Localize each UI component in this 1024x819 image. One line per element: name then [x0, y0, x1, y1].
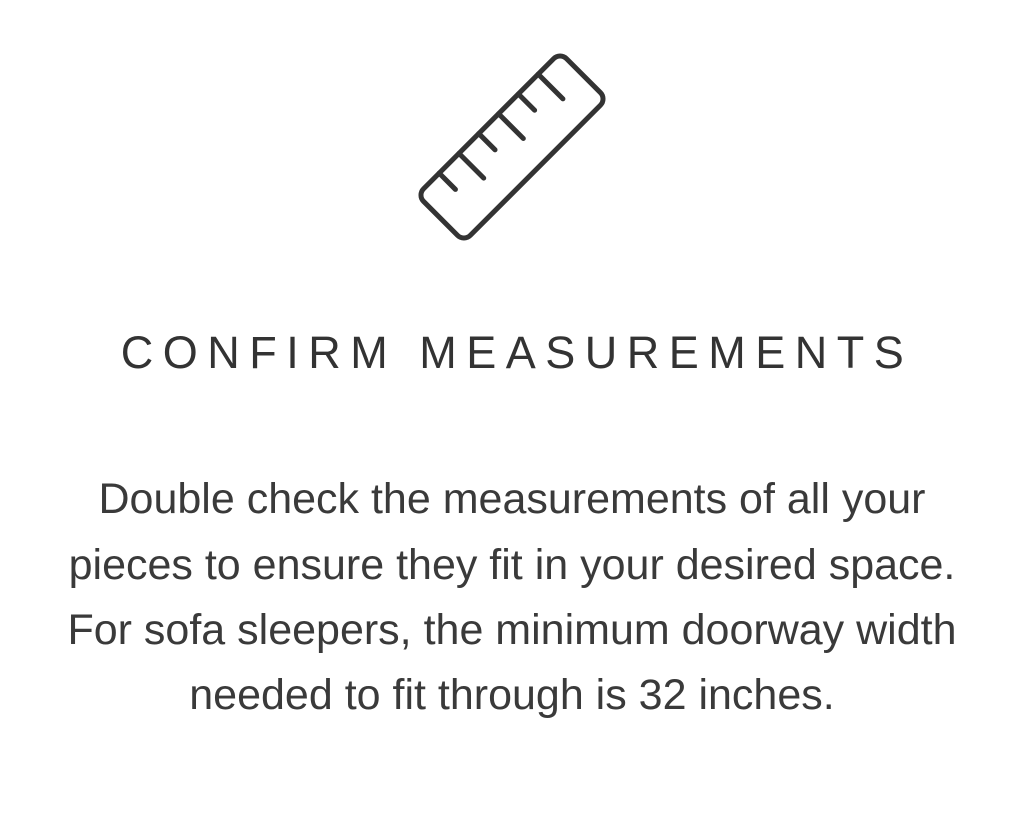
- ruler-icon: [382, 22, 642, 272]
- page-title: CONFIRM MEASUREMENTS: [120, 327, 914, 378]
- description-text: Double check the measurements of all your pieces to ensure they fit in your desired space. For sofa sleepers, the minimum doorway width needed to fit through is 32 inches.: [67, 475, 957, 720]
